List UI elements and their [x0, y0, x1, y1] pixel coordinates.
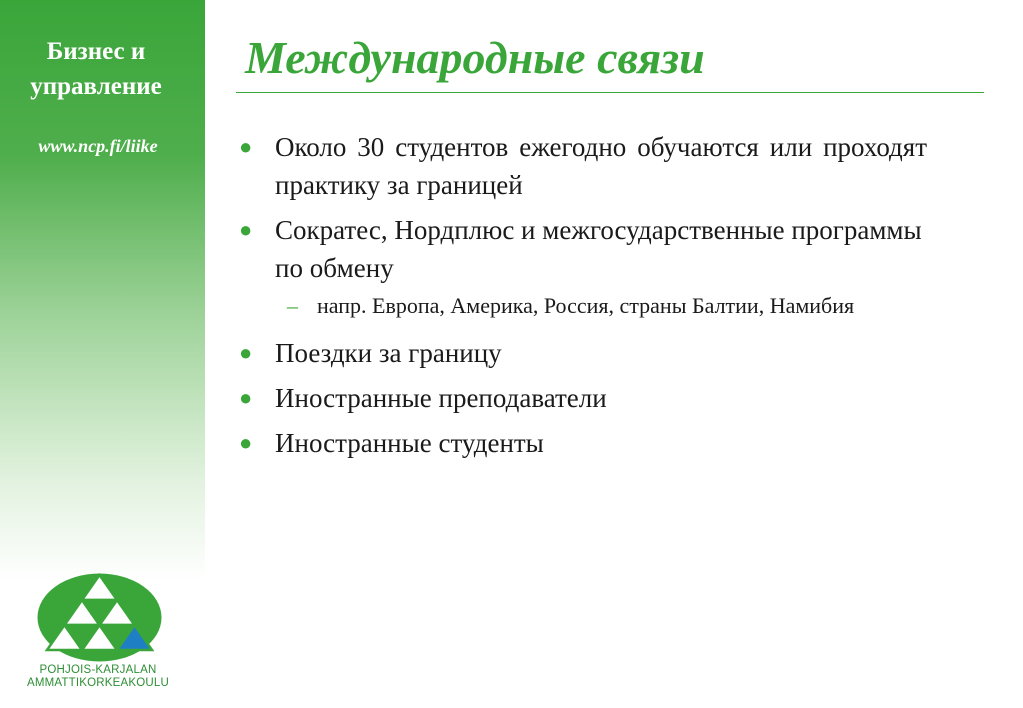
triangle-logo-icon	[22, 570, 177, 665]
slide-title: Международные связи	[245, 32, 705, 83]
bullet-icon: ●	[239, 430, 253, 455]
bullet-item	[237, 128, 927, 204]
bullet-icon: ●	[239, 134, 253, 159]
sub-bullet-item	[237, 289, 927, 322]
bullet-icon: ●	[239, 385, 253, 410]
sidebar	[0, 0, 205, 708]
bullet-text: Сократес, Нордплюс и межгосударственные программы по обмену	[275, 215, 922, 283]
slide-content	[237, 128, 927, 469]
sub-bullet-text: напр. Европа, Америка, Россия, страны Балтии, Намибия	[317, 293, 855, 318]
bullet-text: Иностранные студенты	[275, 428, 544, 458]
logo-text-line1: POHJOIS-KARJALAN	[39, 664, 157, 676]
dash-icon: –	[287, 293, 298, 318]
sidebar-title-line1: Бизнес и	[46, 38, 146, 65]
title-divider	[236, 92, 984, 93]
sidebar-title-line2: управление	[30, 73, 162, 100]
bullet-item	[237, 379, 927, 417]
sidebar-url: www.ncp.fi/liike	[38, 136, 158, 156]
sidebar-title	[0, 34, 192, 104]
bullet-item	[237, 334, 927, 372]
bullet-icon: ●	[239, 340, 253, 365]
bullet-text: Около 30 студентов ежегодно обучаются или проходят практику за границей	[275, 132, 927, 200]
logo-text-line2: AMMATTIKORKEAKOULU	[26, 677, 170, 689]
bullet-item	[237, 424, 927, 462]
bullet-icon: ●	[239, 217, 253, 242]
bullet-text: Иностранные преподаватели	[275, 383, 607, 413]
bullet-text: Поездки за границу	[275, 338, 502, 368]
bullet-item	[237, 211, 927, 287]
